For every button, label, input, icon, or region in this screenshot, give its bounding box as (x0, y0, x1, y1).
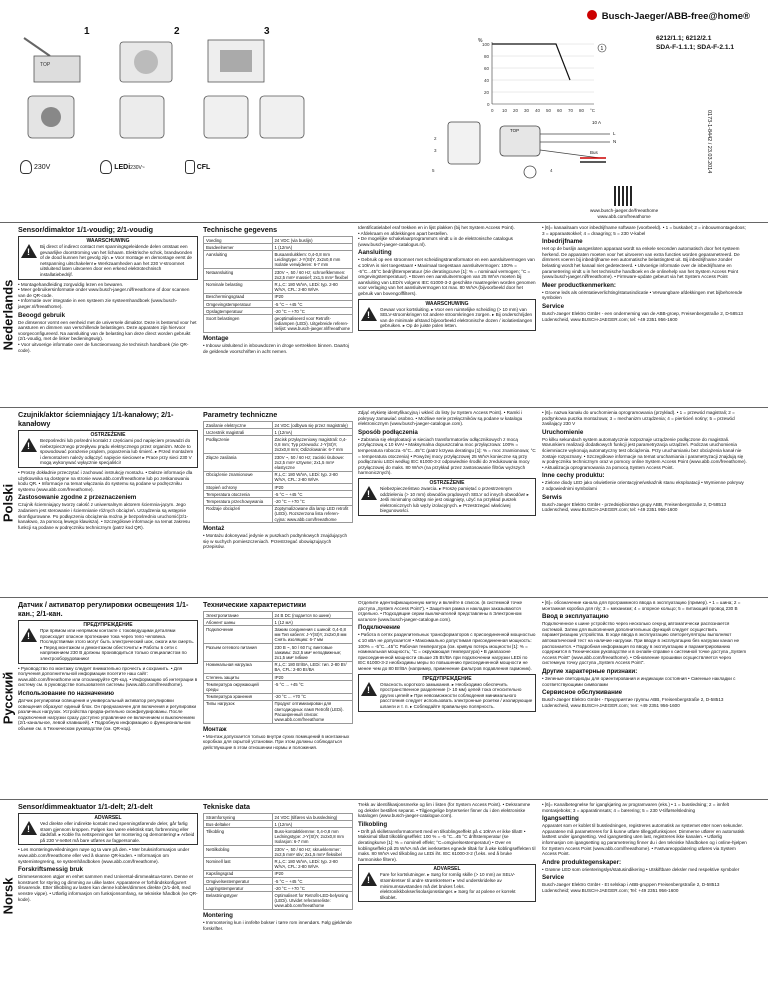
spec-row (204, 429, 353, 436)
section-nl (0, 225, 768, 405)
spec-value: -20 °C ... +70 °C (272, 693, 352, 700)
spec-key: Podłączenie (204, 436, 273, 454)
spec-value: Buss-kontaktklemme: 0,4-0,8 mm Ledningstype: J-Y(St)Y, 2x2x0,8 mm Isolasjon: 6-7 mm (272, 828, 352, 846)
column-1: Sensor/dimaktor 1/1-voudig; 2/1-voudig WAARSCHUWING ! Bij direct of indirect contact met spanningsgeleidende delen ontstaat een gevaarlijke doorstroming van het lichaam. Elektrische schok, brandwonden of de dood kunnen het gevolg zijn. ▸ Voor montage en demontage eerst de netspanning uitschakelen! ▸ Werkzaamheden aan het 230 V-stroomnet uitsluitend laten uitvoeren door een erkend elektrotechnisch installatiebedrijf. • Montagehandleiding zorgvuldig lezen en bewaren. • Meer gebruikersinformatie onder www.busch-jaeger.nl/freeathome of door scannen van de QR-code. • Informatie over integratie in een systeem zie systeemhandboek (www.busch-jaeger.nl/freeathome). Beoogd gebruik De dimsensor vormt een eenheid met de universele dimaktor. Deze is bestemd voor het aansturen en dimmen van verschillende belastingen. Deze apparaten zijn hiervoor voorgeconfigureerd. Na aansluiting van de belasting kan deze direct worden gebruikt (2/1-voudig, met de linker bedieningswip). • Voor uitvoerige informatie over de functieomvang zie technisch handboek (zie QR-code). (18, 225, 198, 353)
spec-value: R,L,C: 180 W/VA, LEDi: typ. 2-80 W/VA, CFL: 2-80 W/VA (272, 281, 352, 293)
column-3: Отделите идентификационную метку и вклейте в список. (в системной точке доступа „System Access Point"). • Защитная рамка и накладки заказываются отдельно. • Подходящие серии выключателей представлены в Электронном каталоге (www.busch-jaeger-catalogue.com). Подключение • Работа в сетях разделительных трансформаторов с присоединенной мощностью ≤ 10 кВА не допускается! • Максимально допустимая присоединенная мощность: 100% = -5°C...45°C Рабочая температура (см. кривую потерь мощности [1]: % = номинальная мощность; °C = окружающая температура) • В диапазоне присоединенной мощности свыше 25 Вт/ВА при подключении нагрузки LEDi по IEC 61000-3-2 необходимы меры по повышению присоединенной мощности не менее чем до 80 Вт/ВА (например, применение фильтров подавления гармоник). ПРЕДУПРЕЖДЕНИЕ ! Опасность короткого замыкания. ▸ Необходимо обеспечить пространственное разделение (> 10 мм) цепей тока относительно других цепей! ▸ При невозможности соблюдения минимального расстояния следует использовать электронные розетки / изолирующие шланги и т. п. ▸ Соблюдайте правильную полярность. (358, 600, 536, 714)
spec-row (204, 612, 353, 619)
brand-name: Busch-Jaeger (601, 11, 665, 22)
spec-row (204, 237, 353, 244)
model-line-2: SDA-F-1.1.1; SDA-F-2.1.1 (656, 44, 735, 51)
spec-row (204, 281, 353, 293)
spec-key: Stopień ochrony (204, 484, 273, 491)
spec-key: Soort belastingen (204, 315, 273, 333)
brand-suffix: /ABB-free@home® (664, 11, 750, 22)
v230-label: 230V (33, 163, 51, 171)
spec-value: IP20 (272, 293, 352, 300)
spec-key: Belastningstyper (204, 892, 273, 910)
n-label: N (613, 139, 617, 144)
frame-icon (20, 92, 100, 142)
column-1: Датчик / активатор регулировки освещения 1/1-кан.; 2/1-кан. ПРЕДУПРЕЖДЕНИЕ ! При прямом или непрямом контакте с токоведущими деталями происходит опасное протекание тока через тело человека. Последствиями этого могут быть электрический шок, ожоги или смерть. ▸ Перед монтажом и демонтажом обесточить! ▸ Работы в сети с напряжением 230 В должны производиться только специалистом по электрооборудованию! • Руководство по монтажу следует внимательно прочесть и сохранить. • Для получения дополнительной информации посетите наш сайт: www.abb.com/freeathome или отсканируйте QR-код. • Информацию об интеграции в систему см. в руководстве пользователя системы (www.abb.com/freeathome). Использование по назначению Датчик регулировки освещения и универсальный активатор регулировки освещения образуют единый блок. Он предназначен для включения и регулировки различных нагрузок. Устройства предва-рительно сконфигурированы. После подключения нагрузки сразу доступно управление ее включением и выключением (2/1-канальное, левой клавишей). • Подробную информацию о функциональном объеме см. в Техническом руководстве (см. QR-код). (18, 600, 198, 732)
spec-row (204, 422, 353, 429)
spec-value: IP20 (272, 870, 352, 877)
spec-row (204, 301, 353, 308)
led-bulb-icon (100, 160, 112, 174)
lang-label: Polski (0, 483, 16, 522)
column-4: • [6]= nazwa kanału do uruchomienia oprogramowania (przykład). • 1 = przewód magistrali; 2 = podtynkowa puszka montażowa; 3 = mechanizm urządzenia; 4 = pierścień nośny; 5 = przewód zasilający 230 V Uruchomienie Po kilku sekundach system automatycznie rozpoznaje urządzenie podłączone do magistrali. Warunkiem realizacji dodatkowych funkcji jest parametryzacja urządzeń. Podczas uruchomienia ściemniacze wykonują automatyczny test obciążenia. Przy uruchamianiu bez obciążenia kanał nie zostaje rozpoznany. • Szczegółowe informacje na temat uruchamiania i parametryzacji znajdują się w podręczniku technicznym oraz w pomocy online System Access Point (www.abb.com/freeathome). • Aktualizacja oprogramowania za pomocą System Access Point. Inne cechy produktu: • Zielone diody LED jako oświetlenie orientacyjne/wskaźnik stanu eksploatacji • Wymienne pokrywy z odpowiednimi symbolami Serwis Busch-Jaeger Elektro GmbH - przedsiębiorstwo grupy ABB, Freisenbergstraße 2, D-58513 Lüdenscheid, www.BUSCH-JAEGER.com; tel: +49 2351 956-1600 (542, 410, 747, 513)
spec-row (204, 269, 353, 281)
installation-steps (20, 26, 320, 196)
spec-row (204, 505, 353, 523)
warning-icon (21, 821, 37, 835)
spec-row (204, 681, 353, 693)
spec-key: Разъем сетевого питания (204, 644, 273, 662)
spec-value: Busaansluitklem: 0,4-0,8 mm Leidingtype: J-Y(St)Y, 2x2x0,8 mm Isolatie verwijderen: 6-7 mm (272, 251, 352, 269)
spec-row (204, 293, 353, 300)
svg-text:°C: °C (590, 108, 596, 113)
spec-row (204, 821, 353, 828)
l-label: L (613, 131, 616, 136)
spec-value: 230V ~, 50 / 60 Hz; schroefklemmen: 2x2,5 mm² massief; 2x1,5 mm² flexibel (272, 269, 352, 281)
spec-row (204, 858, 353, 870)
spec-value: 230V ~, 50 / 60 Hz; skrueklemmer: 2x2,5 mm² stiv; 2x1,5 mm² fleksibel (272, 846, 352, 858)
spec-key: Nominell last (204, 858, 273, 870)
part-number: 0173-1-8442 / 23.03.2014 (706, 110, 712, 174)
svg-text:3: 3 (434, 148, 437, 153)
spec-key: Omgivelsestemperatur (204, 878, 273, 885)
warning-icon (361, 682, 377, 696)
spec-row (204, 454, 353, 472)
spec-key: Температура окружающей среды (204, 681, 273, 693)
brand-mark-icon (587, 10, 597, 20)
spec-key: Абонент шины (204, 619, 273, 626)
svg-text:2: 2 (434, 136, 437, 141)
spec-value: 230V ~, 50 / 60 Hz; zaciski śrubowe: 2x2,5 mm² sztywne; 2x1,5 mm² elastyczne (272, 454, 352, 472)
spec-key: Типы нагрузок (204, 700, 273, 723)
spec-key: Obciążenie znamionowe (204, 471, 273, 483)
spec-key: Lagringstemperatur (204, 885, 273, 892)
spec-key: Aansluiting (204, 251, 273, 269)
warning-icon (21, 244, 37, 258)
spec-row (204, 619, 353, 626)
section-title: Sensor/dimaktor 1/1-voudig; 2/1-voudig (18, 225, 153, 234)
spec-key: Strømforsyning (204, 814, 273, 821)
column-3: Identificatielabel eraf trekken en in lijst plakken (bij het System Access Point). • Afdekraam en afdekkingen apart bestellen. • De mogelijke schakelaarprogramma's vindt u in de elektronische catalogus (www.busch-jaeger-catalogus.nl). Aansluiting • Gebruik op een stroomnet met scheidingstransformator en een aansluitvermogen van ≤ 10kVA is niet toegestaan! • Maximaal toegestaan aansluitvermogen: 100% = -5°C...45°C bedrijfstemperatuur (zie deratingcurve [1]: % = nominaal vermogen; °C = omgevingstemperatuur). • Boven een aansluitvermogen van 25 W/VA moeten bij aansluiting van LEDi's volgens IEC 61000-3-2 geschikte maatregelen worden genomen voor verlaging van het aansluitvermogen tot max. 80 W/VA (bijvoorbeeld door het gebruik van bovengolffilters). WAARSCHUWING ! Gevaar voor kortsluiting. ▸ Voor een ruimtelijke scheiding (> 10 mm) van SELV-stroomkringen tot andere stroomkringen zorgen. ▸ Bij onderschrijden van de minimale afstand bijvoorbeeld elektronische dozen / isolatieslangen gebruiken. ▸ Op de juiste polen letten. (358, 225, 536, 333)
spec-key: Bus-deltaker (204, 821, 273, 828)
svg-text:50: 50 (546, 108, 552, 113)
column-1: Czujnik/aktor ściemniający 1/1-kanałowy; 2/1-kanałowy OSTRZEŻENIE ! Bezpośredni lub pośredni kontakt z częściami pod napięciem prowadzi do niebezpiecznego przepływu prądu elektrycznego przez organizm. Może to spowodować porażenie prądem, poparzenia lub śmierć. ▸ Przed montażem i demontażem należy odłączyć napięcie sieciowe! ▸ Prace przy sieci 230 V mogą wykonywać wyłącznie specjaliści! • Proszę dokładnie przeczytać i zachować instrukcję montażu. • Dalsze informacje dla użytkownika są dostępne na stronie www.abb.com/freeathome lub po zeskanowaniu kodu QR. • Informacje na temat włączania do systemu są podane w podręczniku systemu (www.abb.com/freeathome). Zastosowanie zgodne z przeznaczeniem Czujnik ściemniający tworzy całość z uniwersalnym aktorem ściemnia-jącym. Jego zadaniem jest sterowanie i ściemnianie różnych obciążeń. Urządzenia są wstępnie skonfigurowane. Po podłączeniu obciążenia można je bezpośrednio uruchomić(2/1-kanałowo, za pomocą lewego klawisza). • Szczegółowe informacje na temat zakresu funkcji są podane w podręczniku technicznym (patrz kod QR). (18, 410, 198, 530)
spec-key: Busdeelnemer (204, 244, 273, 251)
spec-row (204, 846, 353, 858)
warning-box: WAARSCHUWING ! Bij direct of indirect contact met spanningsgeleidende delen ontstaat een gevaarlijke doorstroming van het lichaam. Elektrische schok, brandwonden of de dood kunnen het gevolg zijn. ▸ Voor montage en demontage eerst de netspanning uitschakelen! ▸ Werkzaamheden aan het 230 V-stroomnet uitsluitend laten uitvoeren door een erkend elektrotechnisch installatiebedrijf. (18, 236, 198, 280)
spec-key: Voeding (204, 237, 273, 244)
spec-key: Nominale belasting (204, 281, 273, 293)
svg-text:TOP: TOP (40, 62, 51, 68)
spec-row (204, 644, 353, 662)
spec-value: 1 (12mA) (272, 244, 352, 251)
spec-row (204, 244, 353, 251)
svg-text:80: 80 (484, 54, 490, 59)
warning-icon (21, 438, 37, 452)
spec-key: Beschermingsgraad (204, 293, 273, 300)
spec-key: Tilkobling (204, 828, 273, 846)
spec-key: Omgevingstemperatuur (204, 301, 273, 308)
spec-value: -5 °C – +45 °C (272, 301, 352, 308)
spec-row (204, 491, 353, 498)
lang-label: Norsk (0, 877, 16, 915)
cover-icon (110, 92, 190, 142)
column-4: • [6]= обозначение канала для программного ввода в эксплуатацию (пример). • 1 = шина; 2 = монтажная коробка для п/у; 3 = механизм; 4 = опорное кольцо; 5 = питающий провод 230 В Ввод в эксплуатацию Подключенное к шине устройство через несколько секунд автоматически распознается системой. Затем для выполнения дополнительных функций следует осуществить параметризацию устройства. В ходе ввода в эксплуатацию светорегуляторы выполняют автоматический тест на наличие нагрузки. При вводе в эксплуатацию без нагрузки канал не распознается. • Подробная информация по вводу в эксплуатацию и параметрированию содержится в Техническом руководстве и в онлайн-справке к системной точке доступа „System Access Point" (www.abb.com/freeathome). • Обновление прошивки осуществляется через системную точку доступа „System Access Point". Другие характерные признаки: • Зеленые светодиоды для ориентирования и индикации состояния • Сменные накладки с соответствующими символами Сервисное обслуживание Busch-Jaeger Elektro GmbH - Предприятие группы ABB, Freisenbergstraße 2, D-58513 Lüdenscheid, www.BUSCH-JAEGER.com; тел: +49 2351 956-1600 (542, 600, 747, 708)
spec-key: Temperatura otoczenia (204, 491, 273, 498)
column-3: Zdjąć etykietę identyfikacyjną i wkleić do listy (w System Access Point). • Ramki i pokrywy zamawiać osobno. • Możliwe serie przełączników są podane w katalogu elektronicznym (www.busch-jaeger-catalogue.com). Sposób podłączenia • Zabrania się eksploatacji w sieciach transformatorów odłącznikowych z mocą przyłączową ≤ 10 kVA! • Maksymalna dopuszczalna moc przyłączowa: 100% = temperatura robocza -5°C...45°C (patrz krzywa deratingu [1]: % = moc znamionowa; °C = temperatura otoczenia) • Powyżej mocy przyłączowej 25 W/VA konieczne są przy podłączaniu LEDi według IEC 61000-3-2 odpowiednie środki do zredukowania mocy przyłączowej do maks. 80 W/VA (na przykład przez zastosowanie filtrów wyższych harmonicznych). OSTRZEŻENIE ! Niebezpieczeństwo zwarcia. ▸ Proszę pamiętać o przestrzennym oddzieleniu (> 10 mm) obwodów prądowych SELV od innych obwodów! ▸ Jeśli minimalny odstęp nie jest osiągnięty, użyć na przykład puszek elektronicznych lub węży izolacyjnych. ▸ Przestrzegać właściwej biegunowości. (358, 410, 536, 518)
qr-icon (614, 186, 634, 206)
cfl-icon (185, 160, 195, 174)
top-label: TOP (510, 128, 520, 133)
spec-key: Zasilanie elektryczne (204, 422, 273, 429)
warning-box: ADVARSEL ! Fare for kortslutninger. ▸ Sørg for romlig skille (> 10 mm) av SELV-strømkretser til andre strømkretser! ▸ Ved underskridelse av minimumsavstanden må det brukes f.eks. elektronikkbokser/isolasjonsslanger. ▸ Sørg for at polene er korrekt tilkoblet. (358, 864, 536, 902)
spec-key: Номинальная нагрузка (204, 661, 273, 673)
spec-value: R,L,C: 180 Вт/ВА, LEDi: тип. 2-80 Вт/ВА, CFL: 2-80 Вт/ВА (272, 661, 352, 673)
web-links (590, 186, 658, 220)
spec-value: -20 °C – +70 °C (272, 885, 352, 892)
section-title: Sensor/dimmeaktuator 1/1-delt; 2/1-delt (18, 802, 153, 811)
warning-icon (21, 628, 37, 642)
svg-text:70: 70 (568, 108, 574, 113)
svg-text:1: 1 (600, 46, 604, 52)
spec-row (204, 700, 353, 723)
svg-text:0: 0 (491, 108, 494, 113)
spec-table (203, 813, 353, 910)
step-3: 3 (200, 26, 280, 86)
spec-key: Złącze zasilania (204, 454, 273, 472)
spec-value: Zacisk przyłączeniowy magistrali: 0,4-0,8 mm; Typ przewodu: J-Y(St)Y, 2x2x0,8 mm; Odizolowanie: 6-7 mm (272, 436, 352, 454)
warning-box: OSTRZEŻENIE ! Bezpośredni lub pośredni kontakt z częściami pod napięciem prowadzi do niebezpiecznego przepływu prądu elektrycznego przez organizm. Może to spowodować porażenie prądem, poparzenia lub śmierć. ▸ Przed montażem i demontażem należy odłączyć napięcie sieciowe! ▸ Prace przy sieci 230 V mogą wykonywać wyłącznie specjaliści! (18, 430, 198, 468)
spec-value: 24 В DC (подается по шине) (272, 612, 352, 619)
pct-label: % (478, 38, 483, 44)
section-title: Czujnik/aktor ściemniający 1/1-kanałowy; 2/1-kanałowy (18, 410, 174, 428)
spec-table (203, 236, 353, 333)
spec-table (203, 611, 353, 724)
spec-key: Uczestnik magistrali (204, 429, 273, 436)
column-2: Технические характеристики Электропитание 24 В DC (подается по шине) Абонент шины 1 (12 мА) Подключение Зажим соединения с шиной: 0,4-0,8 мм Тип кабеля: J-Y(St)Y, 2x2x0,8 мм Снять изоляцию: 6-7 мм Разъем сетевого питания 230 В ~, 50 / 60 Гц; винтовые зажимы: 2x2,5 мм² неподвижные; 2x1,5 мм² гибкие Номинальная нагрузка R,L,C: 180 Вт/ВА, LEDi: тип. 2-80 Вт/ВА, CFL: 2-80 Вт/ВА Степень защиты IP20 Температура окружающей среды -5 °C ... +45 °C Температура хранения -20 °C ... +70 °C Типы нагрузок Продукт оптимизирован для светодиодных ламп Retrofit (LEDi). Расширенный список: www.abb.com/freeathome Монтаж • Монтаж допускается только внутри сухих помещений в монтажных коробках для скрытой установки. При этом должны соблюдаться действующие в этом отношении нормы и положения. (203, 600, 353, 750)
ten-a-label: 10 A (592, 120, 602, 125)
svg-text:5: 5 (432, 168, 435, 173)
spec-value: -20 °C – +70 °C (272, 498, 352, 505)
spec-key: Подключение (204, 626, 273, 644)
svg-text:30: 30 (524, 108, 530, 113)
svg-text:80: 80 (579, 108, 585, 113)
spec-key: Электропитание (204, 612, 273, 619)
step-6 (200, 92, 320, 142)
step-2: 2 (110, 26, 190, 86)
spec-row (204, 828, 353, 846)
bulb-icon (20, 160, 32, 174)
spec-key: Nettilkobling (204, 846, 273, 858)
svg-text:10: 10 (502, 108, 508, 113)
lang-label: Nederlands (0, 279, 16, 351)
spec-row (204, 870, 353, 877)
spec-row (204, 661, 353, 673)
brand-logo (587, 10, 750, 22)
svg-text:40: 40 (484, 78, 490, 83)
section-title: Датчик / активатор регулировки освещения 1/1-кан.; 2/1-кан. (18, 600, 189, 618)
warning-box: ПРЕДУПРЕЖДЕНИЕ ! Опасность короткого замыкания. ▸ Необходимо обеспечить пространственное разделение (> 10 мм) цепей тока относительно других цепей! ▸ При невозможности соблюдения минимального расстояния следует использовать электронные розетки / изолирующие шланги и т. п. ▸ Соблюдайте правильную полярность. (358, 674, 536, 712)
spec-row (204, 885, 353, 892)
bus-label: Bus (590, 150, 598, 155)
spec-value: 1 (12 мА) (272, 619, 352, 626)
step-5 (110, 92, 190, 142)
svg-text:60: 60 (557, 108, 563, 113)
spec-value: Зажим соединения с шиной: 0,4-0,8 мм Тип кабеля: J-Y(St)Y, 2x2x0,8 мм Снять изоляцию: 6-7 мм (272, 626, 352, 644)
model-numbers (656, 34, 734, 52)
spec-value: Zoptymalizowane dla lamp LED retrofit (LEDi). Rozszerzona lista referen-cyjna: www.abb.com/freeathome (272, 505, 352, 523)
spec-value: R,L,C: 180 W/VA, LEDi: typ. 2-80 W/VA, CFL: 2-80 W/VA (272, 858, 352, 870)
spec-row (204, 814, 353, 821)
warning-icon (361, 486, 377, 500)
spec-value: 1 (12mA) (272, 821, 352, 828)
warning-icon (361, 872, 377, 886)
svg-text:20: 20 (513, 108, 519, 113)
column-1: Sensor/dimmeaktuator 1/1-delt; 2/1-delt ADVARSEL ! Ved direkte eller indirekte kontakt med spenningsførende deler, går farlig strøm gjennom kroppen. Følgen kan være elektrisk støt, forbrenning eller dødsfall. ▸ Koble fra nettspenningen før montering og demontering! ▸ Arbeid på 230 V-nettet må bare utføres av fagpersonale. • Les monteringsveiledningen nøye og ta vare på den. • Mer bruksinformasjon under www.abb.com/freeathome eller ved å skanne QR-koden. • Informasjon om systemintegrering, se systemhåndboken (www.abb.com/freeathome). Forskriftsmessig bruk Dimmesensoren utgjør en enhet sammen med Universal-dimmeaktua-toren. Denne er konstruert for styring og dimming av ulike laster. Apparatene er forhåndskonfigurert tilsvarende. Etter tilkobling av lasten kan denne kobles/dimmes direkte (2/1-delt, med venstre vippe). • Utførlig informasjon om funksjonsomfang, se tekniske håndbok (se QR-kode). (18, 802, 198, 902)
spec-row (204, 892, 353, 910)
url-busch: www.busch-jaeger.de/freeathome (590, 208, 659, 213)
spec-value: IP20 (272, 674, 352, 681)
warning-box: WAARSCHUWING ! Gevaar voor kortsluiting. ▸ Voor een ruimtelijke scheiding (> 10 mm) van SELV-stroomkringen tot andere stroomkringen zorgen. ▸ Bij onderschrijden van de minimale afstand bijvoorbeeld elektronische dozen / isolatieslangen gebruiken. ▸ Op de juiste polen letten. (358, 299, 536, 331)
spec-row (204, 693, 353, 700)
spec-table (203, 421, 353, 523)
spec-key: Kapslingsgrad (204, 870, 273, 877)
warning-icon (361, 307, 377, 321)
column-2: Technische gegevens Voeding 24 VDC (via buslijn) Busdeelnemer 1 (12mA) Aansluiting Busaansluitklem: 0,4-0,8 mm Leidingtype: J-Y(St)Y, 2x2x0,8 mm Isolatie verwijderen: 6-7 mm Netaansluiting 230V ~, 50 / 60 Hz; schroefklemmen: 2x2,5 mm² massief; 2x1,5 mm² flexibel Nominale belasting R,L,C: 180 W/VA, LEDi: typ. 2-80 W/VA, CFL: 2-80 W/VA Beschermingsgraad IP20 Omgevingstemperatuur -5 °C – +45 °C Opslagtemperatuur -20 °C – +70 °C Soort belastingen geoptimaliseerd voor Retrofit-lediampen (LEDi). Uitgebreide referen-tielijst: www.busch-jaeger.nl/freeathome Montage • Inbouw uitsluitend in inbouwdozen in droge vertrekken binnen. Daartoj de geldende voorschriften in acht nemen. (203, 225, 353, 354)
spec-row (204, 878, 353, 885)
spec-value: R,L,C: 180 W/VA, LEDi: typ. 2-80 W/VA, CFL: 2-80 W/VA (272, 471, 352, 483)
spec-value: 1 (12mA) (272, 429, 352, 436)
spec-value: IP20 (272, 484, 352, 491)
section-no (0, 802, 768, 990)
spec-value: geoptimaliseerd voor Retrofit-lediampen (LEDi). Uitgebreide referen-tielijst: www.busch-jaeger.nl/freeathome (272, 315, 352, 333)
spec-key: Netaansluiting (204, 269, 273, 281)
svg-text:4: 4 (550, 168, 553, 173)
spec-value: 24 VDC (tilføres via bussledning) (272, 814, 352, 821)
spec-value: -5 °C – +45 °C (272, 491, 352, 498)
column-3: Trekk av identifikasjonsmerke og lim i listen (for System Access Point). • Deksramme og deksler bestilles separat. • Tilgjengelige bryterserier finner du i den elektroniske katalogen (www.busch-jaeger-catalogue.com). Tilkobling • Drift på skilletransformatornett med en tilkoblingseffekt på ≤ 10kVA er ikke tillatt! • Maksimal tillatt tilkoblingseffekt: 100 % = -5 °C...45 °C driftstemperatur (se deratingkurve [1]: % = nominell effekt; °C=omgivelsestemperatur) • Over en koblingseffekt på 25 W/VA må det iverksettes egnede tiltak for å øke koblingseffekten til maks. 80 W/VA ved tilkobling av LEDi iht. IEC 61000-3-2 (f.eks. ved å bruke harmoniske filtere). ADVARSEL ! Fare for kortslutninger. ▸ Sørg for romlig skille (> 10 mm) av SELV-strømkretser til andre strømkretser! ▸ Ved underskridelse av minimumsavstanden må det brukes f.eks. elektronikkbokser/isolasjonsslanger. ▸ Sørg for at polene er korrekt tilkoblet. (358, 802, 536, 904)
led-sub-label: 230V~ (130, 164, 145, 171)
spec-key: Temperatura przechowywania (204, 498, 273, 505)
step-1: 1 TOP (20, 26, 100, 86)
load-types (20, 160, 320, 190)
spec-value: -20 °C – +70 °C (272, 308, 352, 315)
model-line-1: 6212/1.1; 6212/2.1 (656, 35, 712, 42)
column-4: • [6]= kanaalraam voor inbedrijfname software (voorbeeld). • 1 = buskabel; 2 = inbouwmontagedoos; 3 = apparaatsokkel; 4 = draagring; 5 = 230 V-kabel Inbedrijfname Het op de buslijn aangesloten apparaat wordt na enkele seconden automatisch door het systeem herkend. De apparaten moeten voor het uitvoeren van extra functies worden geparametreerd. De dimmers voeren bij inbedrijfname een automatische belastingtest uit. Bij inbedrijfname zonder belasting wordt het kanaal niet gedetecteerd. • Uitvoerige informatie over de inbedrijfname en parametrering vindt u in het technische handboek en de onlinehelp van het System Access Point (www.busch-jaeger.nl/freeathome). • Firmware-update gebeurt via het System Access Point Meer productkenmerken: • Groene leds als oriëntatieverlichting/statusindicatie • Verwangbare afdekkingen met bijbehorende symbolen Service Busch-Jaeger Elektro GmbH - een onderneming van de ABB-groep, Freisenbergstraße 2, D-58513 Lüdenscheid, www.BUSCH-JAEGER.com; tel: +49 2351 956-1600 (542, 225, 746, 322)
svg-text:0: 0 (487, 102, 490, 107)
spec-row (204, 626, 353, 644)
spec-value: Optimalisert for Retrofit-LED-belysning (LEDi). Utvidet referanseliste: www.abb.com/freeathome (272, 892, 352, 910)
spec-key: Rodzaje obciążeń (204, 505, 273, 523)
svg-text:100: 100 (482, 42, 490, 47)
spec-row (204, 484, 353, 491)
spec-value: -5 °C – +45 °C (272, 878, 352, 885)
url-abb: www.abb.com/freeathome (597, 214, 651, 219)
spec-value: 230 В ~, 50 / 60 Гц; винтовые зажимы: 2x2,5 мм² неподвижные; 2x1,5 мм² гибкие (272, 644, 352, 662)
derating-chart (478, 38, 618, 116)
column-2: Tekniske data Strømforsyning 24 VDC (tilføres via bussledning) Bus-deltaker 1 (12mA) Tilkobling Buss-kontaktklemme: 0,4-0,8 mm Ledningstype: J-Y(St)Y, 2x2x0,8 mm Isolasjon: 6-7 mm Nettilkobling 230V ~, 50 / 60 Hz; skrueklemmer: 2x2,5 mm² stiv; 2x1,5 mm² fleksibel Nominell last R,L,C: 180 W/VA, LEDi: typ. 2-80 W/VA, CFL: 2-80 W/VA Kapslingsgrad IP20 Omgivelsestemperatur -5 °C – +45 °C Lagringstemperatur -20 °C – +70 °C Belastningstyper Optimalisert for Retrofit-LED-belysning (LEDi). Utvidet referanseliste: www.abb.com/freeathome Montering • Innmontering kun i innfelte bokser i tørre rom innendørs. Følg gjeldende forskrifter. (203, 802, 352, 931)
column-4: • [6]= Kanalbetegnelse for igangkjøring av programvaren (eks.) • 1 = bussledning; 2 = innfelt montasjeboks; 3 = apparatinnsats; 4 = bærering; 5 = 230 V-tilførselsledning Igangsetting Apparatet som er koblet til bussledningen, registreres automatisk av systemet etter noen sekunder. Apparatene må parametreres for å kunne utføre tilleggsfunksjoner. Dimmerne utfører en automatisk lasttest under igangsetting. Ved igangsetting uten last, registreres ikke kanalen. • Utførlig informasjon om igangsetting og parametrering finner du i den tekniske håndboken og i online-hjelpen for System Access Point (www.abb.com/freeathome). • Fastvareoppdatering utføres via System Access Point. Andre produktegenskaper: • Grønne LED som orienteringslys/statusindikering • Utskiftbare deksler med respektive symboler Service Busch-Jaeger Elektro GmbH - Et selskap i ABB-gruppen Freisenbergstraße 2, D-58513 Lüdenscheid; www.BUSCH-JAEGER.com; Tel: +49 2351 956-1600 (542, 802, 747, 893)
warning-box: OSTRZEŻENIE ! Niebezpieczeństwo zwarcia. ▸ Proszę pamiętać o przestrzennym oddzieleniu (> 10 mm) obwodów prądowych SELV od innych obwodów! ▸ Jeśli minimalny odstęp nie jest osiągnięty, użyć na przykład puszek elektronicznych lub węży izolacyjnych. ▸ Przestrzegać właściwej biegunowości. (358, 478, 536, 516)
cfl-label: CFL (196, 163, 211, 171)
warning-box: ПРЕДУПРЕЖДЕНИЕ ! При прямом или непрямом контакте с токоведущими деталями происходит опасное протекание тока через тело человека. Последствиями этого могут быть электрический шок, ожоги или смерть. ▸ Перед монтажом и демонтажом обесточить! ▸ Работы в сети с напряжением 230 В должны производиться только специалистом по электрооборудованию! (18, 620, 198, 664)
svg-text:60: 60 (484, 66, 490, 71)
spec-row (204, 436, 353, 454)
led-label: LEDi (114, 163, 131, 171)
spec-row (204, 315, 353, 333)
spec-key: Температура хранения (204, 693, 273, 700)
spec-row (204, 251, 353, 269)
spec-row (204, 498, 353, 505)
section-ru (0, 600, 768, 795)
spec-key: Степень защиты (204, 674, 273, 681)
column-2: Parametry techniczne Zasilanie elektryczne 24 VDC (odbywa się przez magistralę) Uczestnik magistrali 1 (12mA) Podłączenie Zacisk przyłączeniowy magistrali: 0,4-0,8 mm; Typ przewodu: J-Y(St)Y, 2x2x0,8 mm; Odizolowanie: 6-7 mm Złącze zasilania 230V ~, 50 / 60 Hz; zaciski śrubowe: 2x2,5 mm² sztywne; 2x1,5 mm² elastyczne Obciążenie znamionowe R,L,C: 180 W/VA, LEDi: typ. 2-80 W/VA, CFL: 2-80 W/VA Stopień ochrony IP20 Temperatura otoczenia -5 °C – +45 °C Temperatura przechowywania -20 °C – +70 °C Rodzaje obciążeń Zoptymalizowane dla lamp LED retrofit (LEDi). Rozszerzona lista referen-cyjna: www.abb.com/freeathome Montaż • Montażu dokonywać jedynie w puszkach podtynkowych znajdujących się w suchych pomieszczeniach. Przestrzegać obowiązujących przepisów. (203, 410, 353, 550)
spec-key: Opslagtemperatuur (204, 308, 273, 315)
spec-value: 24 VDC (via buslijn) (272, 237, 352, 244)
wiring-diagram (430, 118, 630, 188)
warning-box: ADVARSEL ! Ved direkte eller indirekte kontakt med spenningsførende deler, går farlig strøm gjennom kroppen. Følgen kan være elektrisk støt, forbrenning eller dødsfall. ▸ Koble fra nettspenningen før montering og demontering! ▸ Arbeid på 230 V-nettet må bare utføres av fagpersonale. (18, 813, 198, 845)
step-4 (20, 92, 100, 142)
lang-label: Русский (0, 671, 16, 724)
spec-row (204, 471, 353, 483)
spec-value: -5 °C ... +45 °C (272, 681, 352, 693)
section-pl (0, 410, 768, 595)
rocker-icon (200, 92, 320, 142)
svg-text:20: 20 (484, 90, 490, 95)
svg-text:40: 40 (535, 108, 541, 113)
spec-row (204, 674, 353, 681)
spec-value: Продукт оптимизирован для светодиодных ламп Retrofit (LEDi). Расширенный список: www.abb.com/freeathome (272, 700, 352, 723)
spec-row (204, 308, 353, 315)
spec-value: 24 VDC (odbywa się przez magistralę) (272, 422, 352, 429)
